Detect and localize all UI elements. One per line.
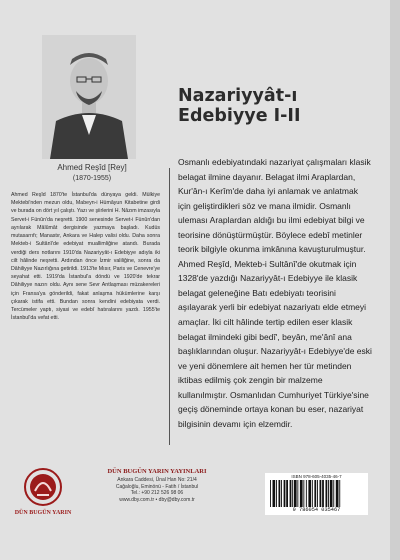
barcode-bars [269, 480, 364, 507]
barcode-bar [308, 480, 311, 507]
barcode-bar [294, 480, 297, 507]
barcode-bar [312, 480, 313, 507]
publisher-contact [82, 477, 232, 503]
publisher-address-line-1: Ankara Caddesi, Ünal Han No: 21/4 [117, 477, 197, 483]
barcode-bar [303, 480, 304, 507]
barcode-bar [330, 480, 333, 507]
barcode-bar [300, 480, 303, 507]
divider-line [169, 168, 170, 445]
author-portrait-image [42, 35, 136, 159]
barcode-bar [322, 480, 324, 507]
barcode-bar [290, 480, 292, 507]
barcode-bar [333, 480, 334, 507]
barcode-bar [306, 480, 307, 507]
isbn-barcode [265, 473, 368, 515]
barcode-bar [279, 480, 281, 507]
book-title-line-1: Nazariyyât-ı [178, 86, 298, 106]
barcode-bar [297, 480, 298, 507]
book-title-line-2: Edebiyye I-II [178, 106, 301, 126]
barcode-bar [320, 480, 322, 507]
author-years: (1870-1955) [72, 175, 112, 182]
publisher-web: www.dby.com.tr • dby@dby.com.tr [119, 496, 195, 503]
barcode-bar [339, 480, 340, 507]
author-portrait [42, 35, 136, 159]
barcode-bar [284, 480, 286, 507]
book-description: Osmanlı edebiyatındaki nazariyat çalışmaları klasik belagat ilmine dayanır. Belagat ilmi Araplardan, Kur'ân-ı Kerîm'de daha iyi anlamak ve anlatmak için geliştirdikleri söz ve mana ilmidir. Osmanlı uleması Araplardan aldığı bu ilmi edebiyat bilgi ve teorisine dönüştürmüştür. Böylece edebî metinler teorik bilgiyle okunma imkânına kavuşturulmuştur. Ahmed Reşîd, Mekteb-i Sultânî'de okutmak için 1328'de yazdığı Nazariyyât-ı Edebiyye ile klasik belagat geleneğine Batı edebiyatı teorisini aşılayarak yerli bir edebiyat nazariyatı elde etmeyi amaçlar. İki cilt hâlinde tertip edilen eser klasik belagat ilmindeki gibi bedî', beyân, me'ânî ana başlıklarından oluşur. Nazariyyât-ı Edebiyye'de eski ve yeni dönemlere ait hemen her tür metinden iktibas edilmiş çok zengin bir malzeme kullanılmıştır. Osmanlıdan Cumhuriyet Türkiye'sine geçiş döneminde ortaya konan bu eser, nazariyat bilgisinin devamı için elzemdir. [178, 157, 372, 429]
publisher-logo-icon [24, 467, 62, 507]
author-name: Ahmed Reşîd [Rey] [57, 163, 127, 172]
barcode-bar [336, 480, 339, 507]
barcode-bar [292, 480, 293, 507]
barcode-bar [273, 480, 276, 507]
barcode-bar [314, 480, 316, 507]
isbn-digits: 9 786054 035467 [292, 507, 341, 513]
publisher-address-line-2: Cağaloğlu, Eminönü - Fatih / İstanbul [115, 483, 199, 490]
publisher-name: DÜN BUGÜN YARIN YAYINLARI [107, 468, 207, 475]
author-biography: Ahmed Reşîd 1870'te İstanbul'da dünyaya geldi. Mülkiye Mektebi'nden mezun oldu, Mabeyn-i Hümâyun Kitabetine girdi ve burada on dört yıl çalıştı. Yazı ve şiirlerini H. Nâzım imzasıyla Servet-i Fünûn'da neşretti. 1900 senesinde Servet-i Fünûn'dan ayrılarak Mâlûmât dergisinde yazmaya başladı. Kudüs mutasarrıfı; Manastır, Ankara ve Halep valisi oldu. Daha sonra Mekteb-i Sultânî'de edebiyat muallimliğine atandı. Burada verdiği ders notlarını 1910'da Nazariyyât-ı Edebiyye adıyla iki cilt hâlinde neşretti. Ardından önce İzmir valiliğine, sonra da Dâhiliyye Nazırlığına getirildi. 1913'te Mısır, Paris ve Cenevre'ye seyahat etti. 1919'da İstanbul'a döndü ve 1920'de tekrar Dâhiliyye nazırı oldu. Aynı sene Sevr Antlaşması müzakereleri için Fransa'ya gönderildi, fakat anlaşma hükümlerine karşı çıkarak istifa etti. Bundan sonra kendini edebiyata verdi. Tercümeler yaptı, siyasi ve edebî hatıralarını yazdı. 1955'te İstanbul'da vefat etti. [11, 192, 160, 322]
publisher-logo [24, 467, 62, 507]
publisher-logo-text: DÜN BUGÜN YARIN [14, 510, 72, 516]
barcode-bar [328, 480, 329, 507]
barcode-bar [286, 480, 288, 507]
isbn-label: ISBN 978-605-4035-46-7 [291, 474, 342, 479]
spine-edge [390, 0, 400, 560]
barcode-bar [317, 480, 318, 507]
barcode-bar [326, 480, 328, 507]
barcode-bar [270, 480, 271, 507]
publisher-phone: Tel.: +90 212 526 98 06 [130, 490, 184, 497]
barcode-bar [276, 480, 277, 507]
barcode-bar [281, 480, 282, 507]
